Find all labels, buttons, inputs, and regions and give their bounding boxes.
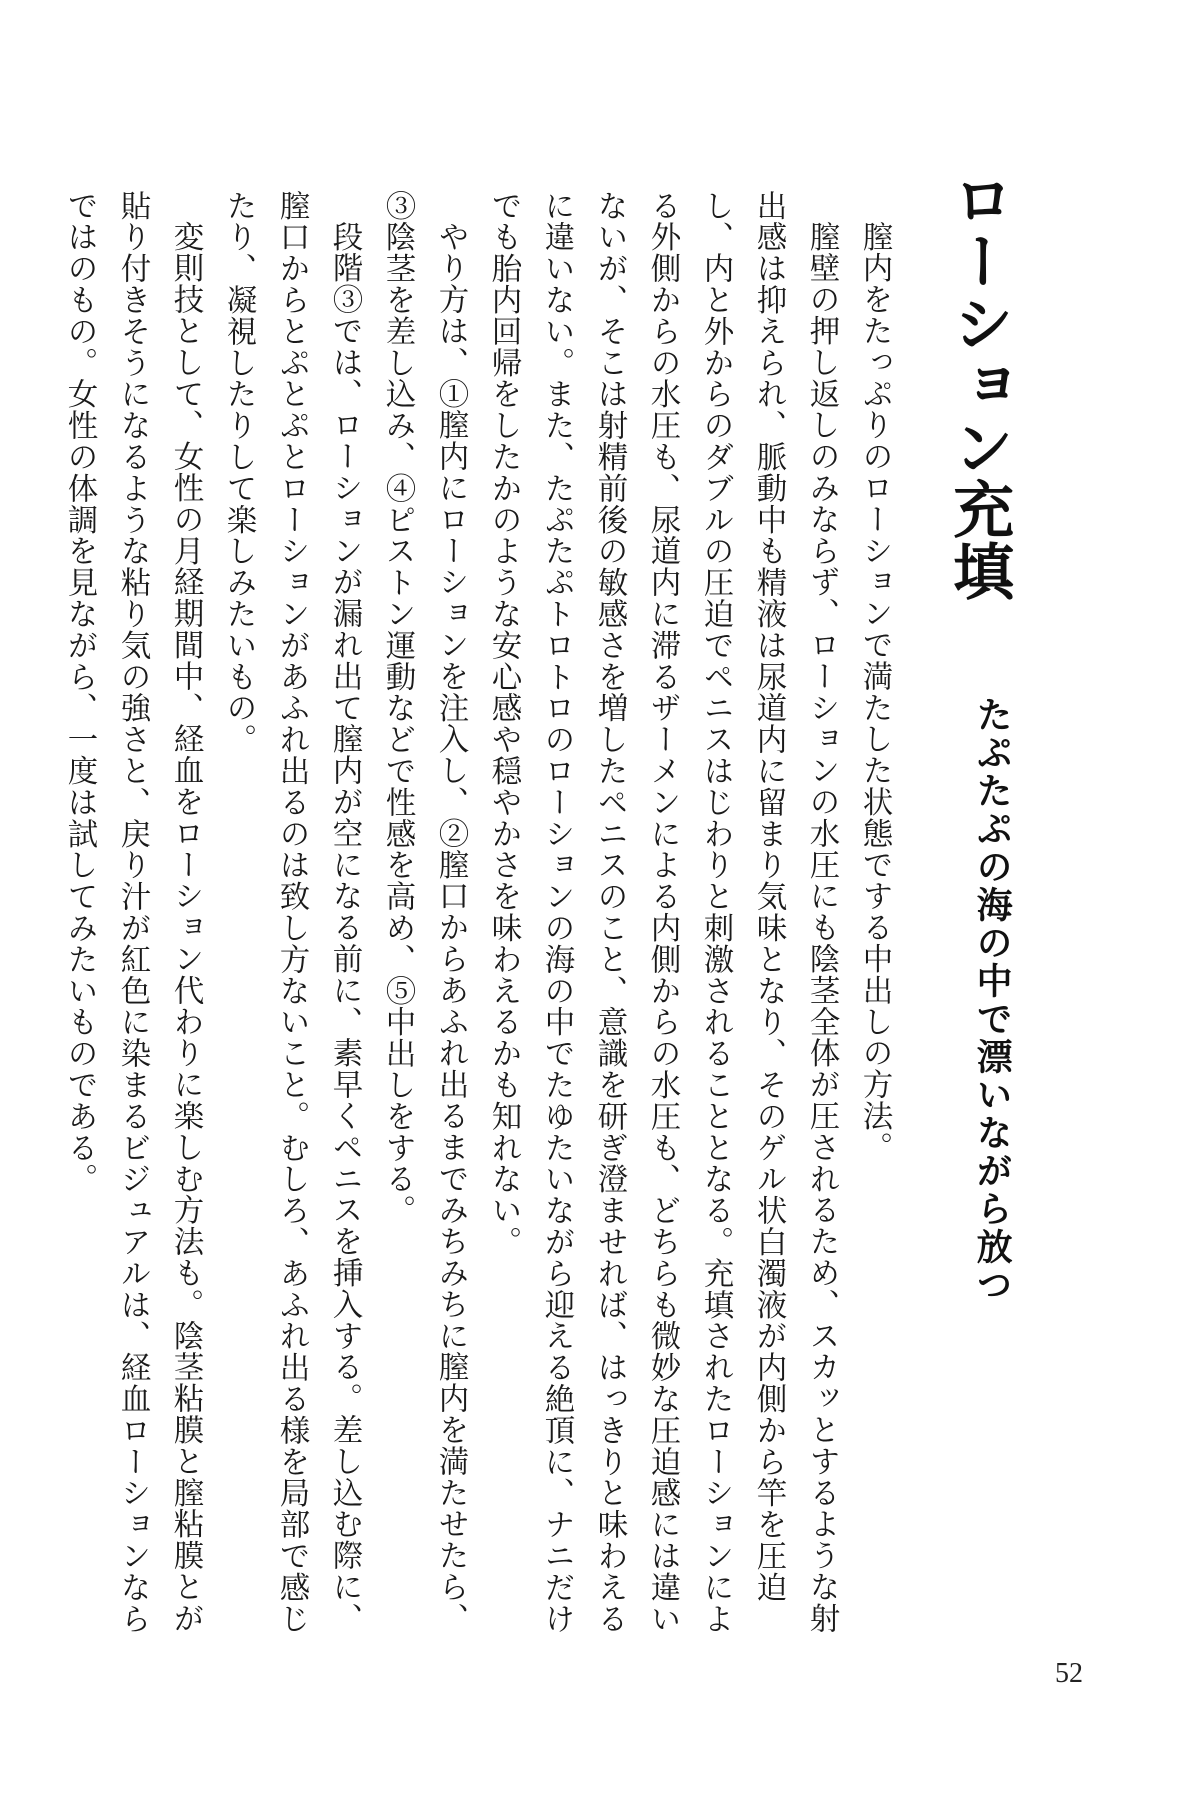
paragraph: 膣内をたっぷりのローションで満たした状態でする中出しの方法。 bbox=[857, 220, 892, 1163]
page-number: 52 bbox=[1055, 1658, 1083, 1689]
page-subtitle: たぷたぷの海の中で漂いながら放つ bbox=[971, 696, 1013, 1304]
body-text bbox=[53, 190, 901, 1660]
paragraph: 段階③では、ローションが漏れ出て膣内が空になる前に、素早くペニスを挿入する。差し込む際に、膣口からとぷとぷとローションがあふれ出るのは致し方ないこと。むしろ、あふれ出る様を局部で感じたり、凝視したりして楽しみたいもの。 bbox=[221, 190, 362, 1635]
paragraph: 膣壁の押し返しのみならず、ローションの水圧にも陰茎全体が圧されるため、スカッとするような射出感は抑えられ、脈動中も精液は尿道内に留まり気味となり、そのゲル状白濁液が内側から竿を圧迫し、内と外からのダブルの圧迫でペニスはじわりと刺激されることとなる。充填されたローションによる外側からの水圧も、尿道内に滞るザーメンによる内側からの水圧も、どちらも微妙な圧迫感には違いないが、そこは射精前後の敏感さを増したペニスのこと、意識を研ぎ澄ませれば、はっきりと味わえるに違いない。また、たぷたぷトロトロのローションの海の中でたゆたいながら迎える絶頂に、ナニだけでも胎内回帰をしたかのような安心感や穏やかさを味わえるかも知れない。 bbox=[486, 190, 839, 1635]
page-title: ローション充填 bbox=[943, 168, 1015, 602]
paragraph: 変則技として、女性の月経期間中、経血をローション代わりに楽しむ方法も。陰茎粘膜と膣粘膜とが貼り付きそうになるような粘り気の強さと、戻り汁が紅色に染まるビジュアルは、経血ローションならではのもの。女性の体調を見ながら、一度は試してみたいものである。 bbox=[62, 190, 203, 1635]
paragraph: やり方は、①膣内にローションを注入し、②膣口からあふれ出るまでみちみちに膣内を満たせたら、③陰茎を差し込み、④ピストン運動などで性感を高め、⑤中出しをする。 bbox=[380, 190, 468, 1634]
